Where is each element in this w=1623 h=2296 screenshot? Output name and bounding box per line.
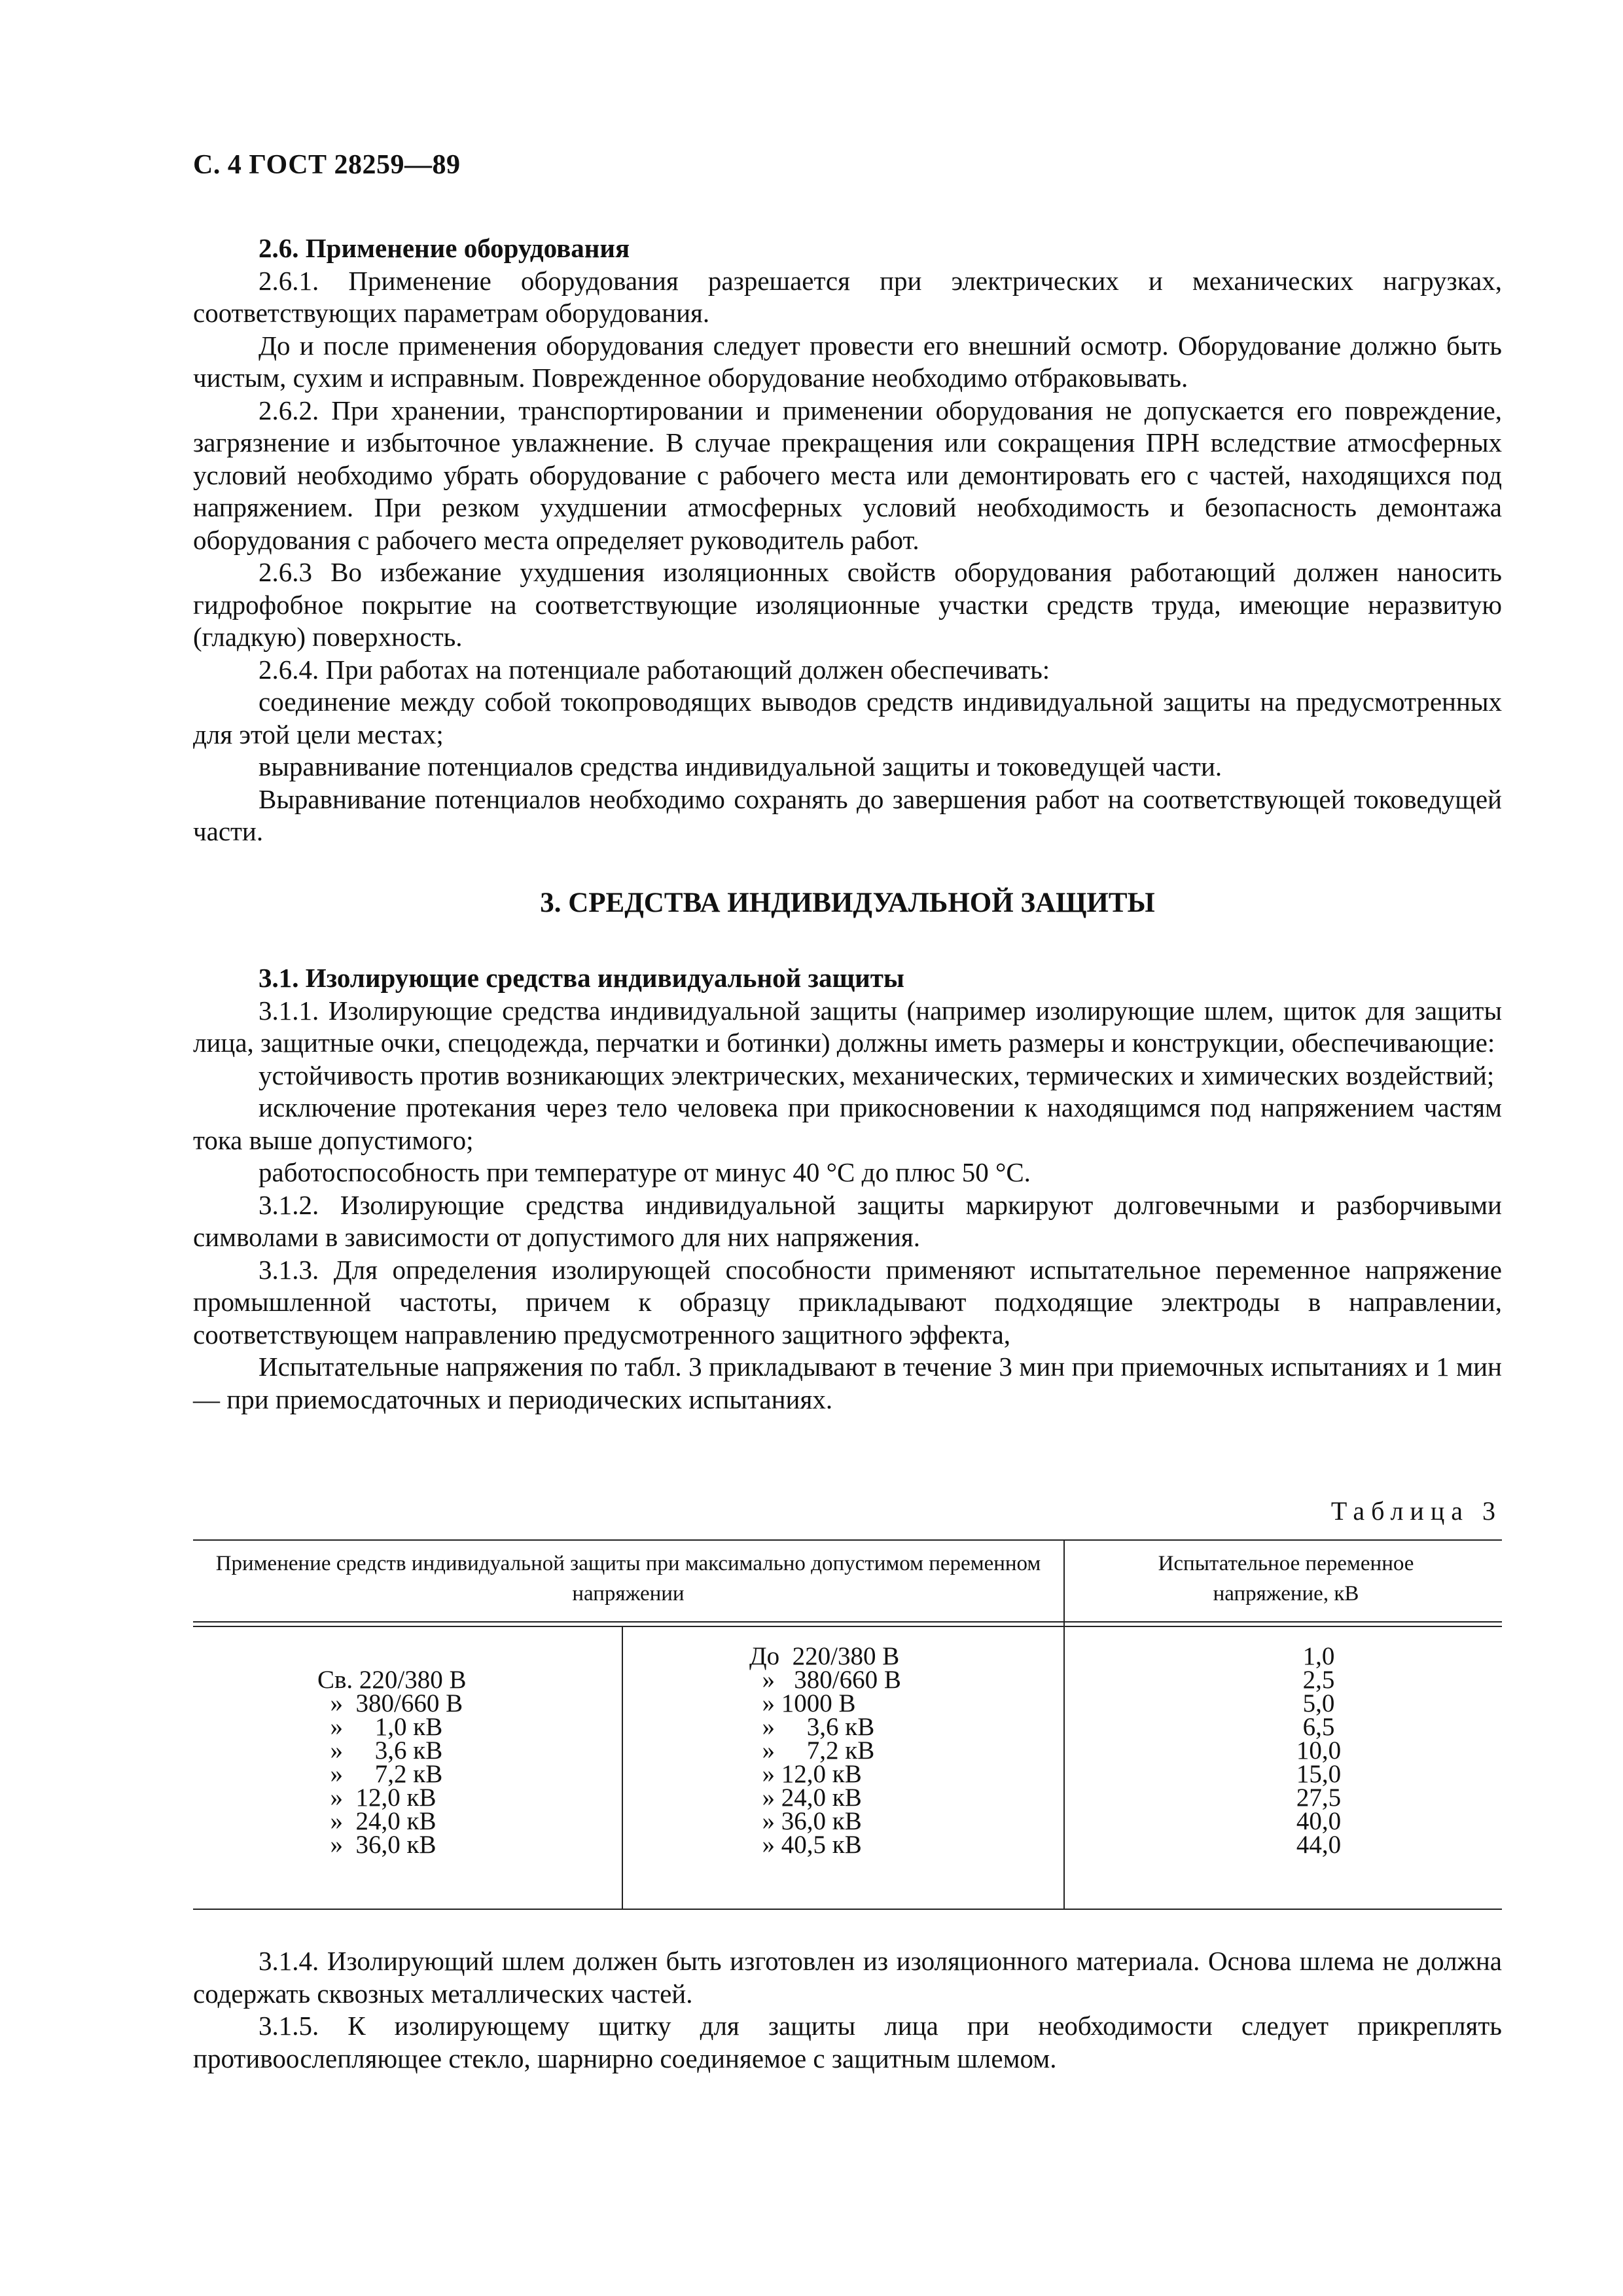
table-cell: » 380/660 В — [749, 1666, 901, 1694]
table-cell: » 12,0 кВ — [317, 1784, 437, 1812]
paragraph-stability: устойчивость против возникающих электрических, механических, термических и химических воздействий; — [259, 1060, 1495, 1090]
table-cell: » 40,5 кВ — [749, 1831, 862, 1859]
table-cell: 1,0 — [1302, 1642, 1335, 1670]
section-3-1-4 — [193, 1945, 1502, 2075]
table-3 — [193, 1539, 1502, 1909]
paragraph-3-1-2: 3.1.2. Изолирующие средства индивидуальной защиты маркируют долговечными и разборчивыми символами в зависимости от допустимого для них напряжения. — [193, 1189, 1502, 1252]
table-header-rule-2 — [193, 1626, 1502, 1627]
paragraph-equalization-keep: Выравнивание потенциалов необходимо сохранять до завершения работ на соответствующей токоведущей части. — [193, 783, 1502, 846]
section-3-1 — [193, 962, 1502, 1416]
table-cell: 6,5 — [1302, 1713, 1335, 1741]
table-top-rule — [193, 1539, 1502, 1541]
table-cell: 27,5 — [1296, 1784, 1342, 1812]
table-cell: » 380/660 В — [317, 1689, 463, 1717]
paragraph-3-1-5: 3.1.5. К изолирующему щитку для защиты лица при необходимости следует прикреплять противоослепляющее стекло, шарнирно соединяемое с защитным шлемом. — [193, 2011, 1502, 2073]
table-cell: 10,0 — [1296, 1736, 1342, 1765]
table-cell: » 7,2 кВ — [749, 1736, 875, 1765]
paragraph-connection: соединение между собой токопроводящих выводов средств индивидуальной защиты на предусмотренных для этой цели местах; — [193, 687, 1502, 749]
paragraph-2-6-2: 2.6.2. При хранении, транспортировании и применении оборудования не допускается его повреждение, загрязнение и избыточное увлажнение. В случае прекращения или сокращения ПРН вследствие атмосферных условий необходимо убрать оборудование с рабочего места или демонтировать его с частей, находящихся под напряжением. При резком ухудшении атмосферных условий необходимость и безопасность демонтажа оборудования с рабочего места определяет руководитель работ. — [193, 395, 1502, 555]
table-cell: » 24,0 кВ — [749, 1784, 862, 1812]
paragraph-current-exclusion: исключение протекания через тело человека при прикосновении к находящимся под напряжением частям тока выше допустимого; — [193, 1092, 1502, 1155]
table-divider-ranges — [622, 1626, 623, 1909]
paragraph-2-6-4: 2.6.4. При работах на потенциале работающий должен обеспечивать: — [259, 654, 1050, 685]
table-header-voltage: Испытательное переменное напряжение, кВ — [1158, 1552, 1414, 1605]
table-cell: » 1,0 кВ — [317, 1713, 443, 1741]
paragraph-inspection: До и после применения оборудования следует провести его внешний осмотр. Оборудование должно быть чистым, сухим и исправным. Поврежденное оборудование необходимо отбраковывать. — [193, 330, 1502, 393]
table-caption: Таблица 3 — [1330, 1496, 1502, 1526]
paragraph-2-6-1: 2.6.1. Применение оборудования разрешается при электрических и механических нагрузках, соответствующих параметрам оборудования. — [193, 265, 1502, 328]
paragraph-3-1-3: 3.1.3. Для определения изолирующей способности применяют испытательное переменное напряжение промышленной частоты, причем к образцу прикладывают подходящие электроды в направлении, соответствующем направлению предусмотренного защитного эффекта, — [193, 1254, 1502, 1350]
table-cell: 40,0 — [1296, 1807, 1342, 1835]
table-cell: Св. 220/380 В — [317, 1666, 467, 1694]
table-cell: » 7,2 кВ — [317, 1760, 443, 1788]
table-cell: До 220/380 В — [749, 1642, 900, 1670]
table-cell: » 3,6 кВ — [317, 1736, 443, 1765]
table-cell: » 12,0 кВ — [749, 1760, 862, 1788]
paragraph-2-6-3: 2.6.3 Во избежание ухудшения изоляционных свойств оборудования работающий должен наносить гидрофобное покрытие на соответствующие изоляционные участки средств труда, имеющие неразвитую (гладкую) поверхность. — [193, 557, 1502, 652]
table-divider-main — [1063, 1539, 1065, 1909]
paragraph-3-1-1: 3.1.1. Изолирующие средства индивидуальной защиты (например изолирующие шлем, щиток для защиты лица, защитные очки, спецодежда, перчатки и ботинки) должны иметь размеры и конструкции, обеспечивающие: — [193, 995, 1502, 1058]
table-bottom-rule — [193, 1909, 1502, 1910]
paragraph-test-voltages: Испытательные напряжения по табл. 3 прикладывают в течение 3 мин при приемочных испытаниях и 1 мин — при приемосдаточных и периодических испытаниях. — [193, 1352, 1502, 1414]
table-header-application: Применение средств индивидуальной защиты при максимально допустимом переменном напряжении — [215, 1552, 1041, 1605]
table-cell: » 1000 В — [749, 1689, 856, 1717]
paragraph-3-1-4: 3.1.4. Изолирующий шлем должен быть изготовлен из изоляционного материала. Основа шлема не должна содержать сквозных металлических частей. — [193, 1946, 1502, 2009]
table-cell: » 24,0 кВ — [317, 1807, 437, 1835]
table-header-rule — [193, 1621, 1502, 1623]
table-column-to — [749, 1642, 1024, 1859]
table-cell: » 36,0 кВ — [749, 1807, 862, 1835]
table-column-from — [317, 1668, 592, 1857]
table-cell: 2,5 — [1302, 1666, 1335, 1694]
table-cell: » 36,0 кВ — [317, 1831, 437, 1859]
page-header: С. 4 ГОСТ 28259—89 — [193, 150, 461, 180]
section-2-6 — [193, 232, 1502, 848]
table-cell: » 3,6 кВ — [749, 1713, 875, 1741]
table-cell: 15,0 — [1296, 1760, 1342, 1788]
table-column-voltage — [1211, 1642, 1427, 1859]
table-cell: 44,0 — [1296, 1831, 1342, 1859]
section-3-heading: 3. СРЕДСТВА ИНДИВИДУАЛЬНОЙ ЗАЩИТЫ — [540, 888, 1155, 918]
table-cell: 5,0 — [1302, 1689, 1335, 1717]
paragraph-temperature: работоспособность при температуре от минус 40 °С до плюс 50 °С. — [259, 1157, 1031, 1187]
paragraph-equalization: выравнивание потенциалов средства индивидуальной защиты и токоведущей части. — [259, 751, 1222, 781]
section-2-6-title: 2.6. Применение оборудования — [259, 233, 630, 263]
section-3-1-title: 3.1. Изолирующие средства индивидуальной защиты — [259, 963, 904, 993]
